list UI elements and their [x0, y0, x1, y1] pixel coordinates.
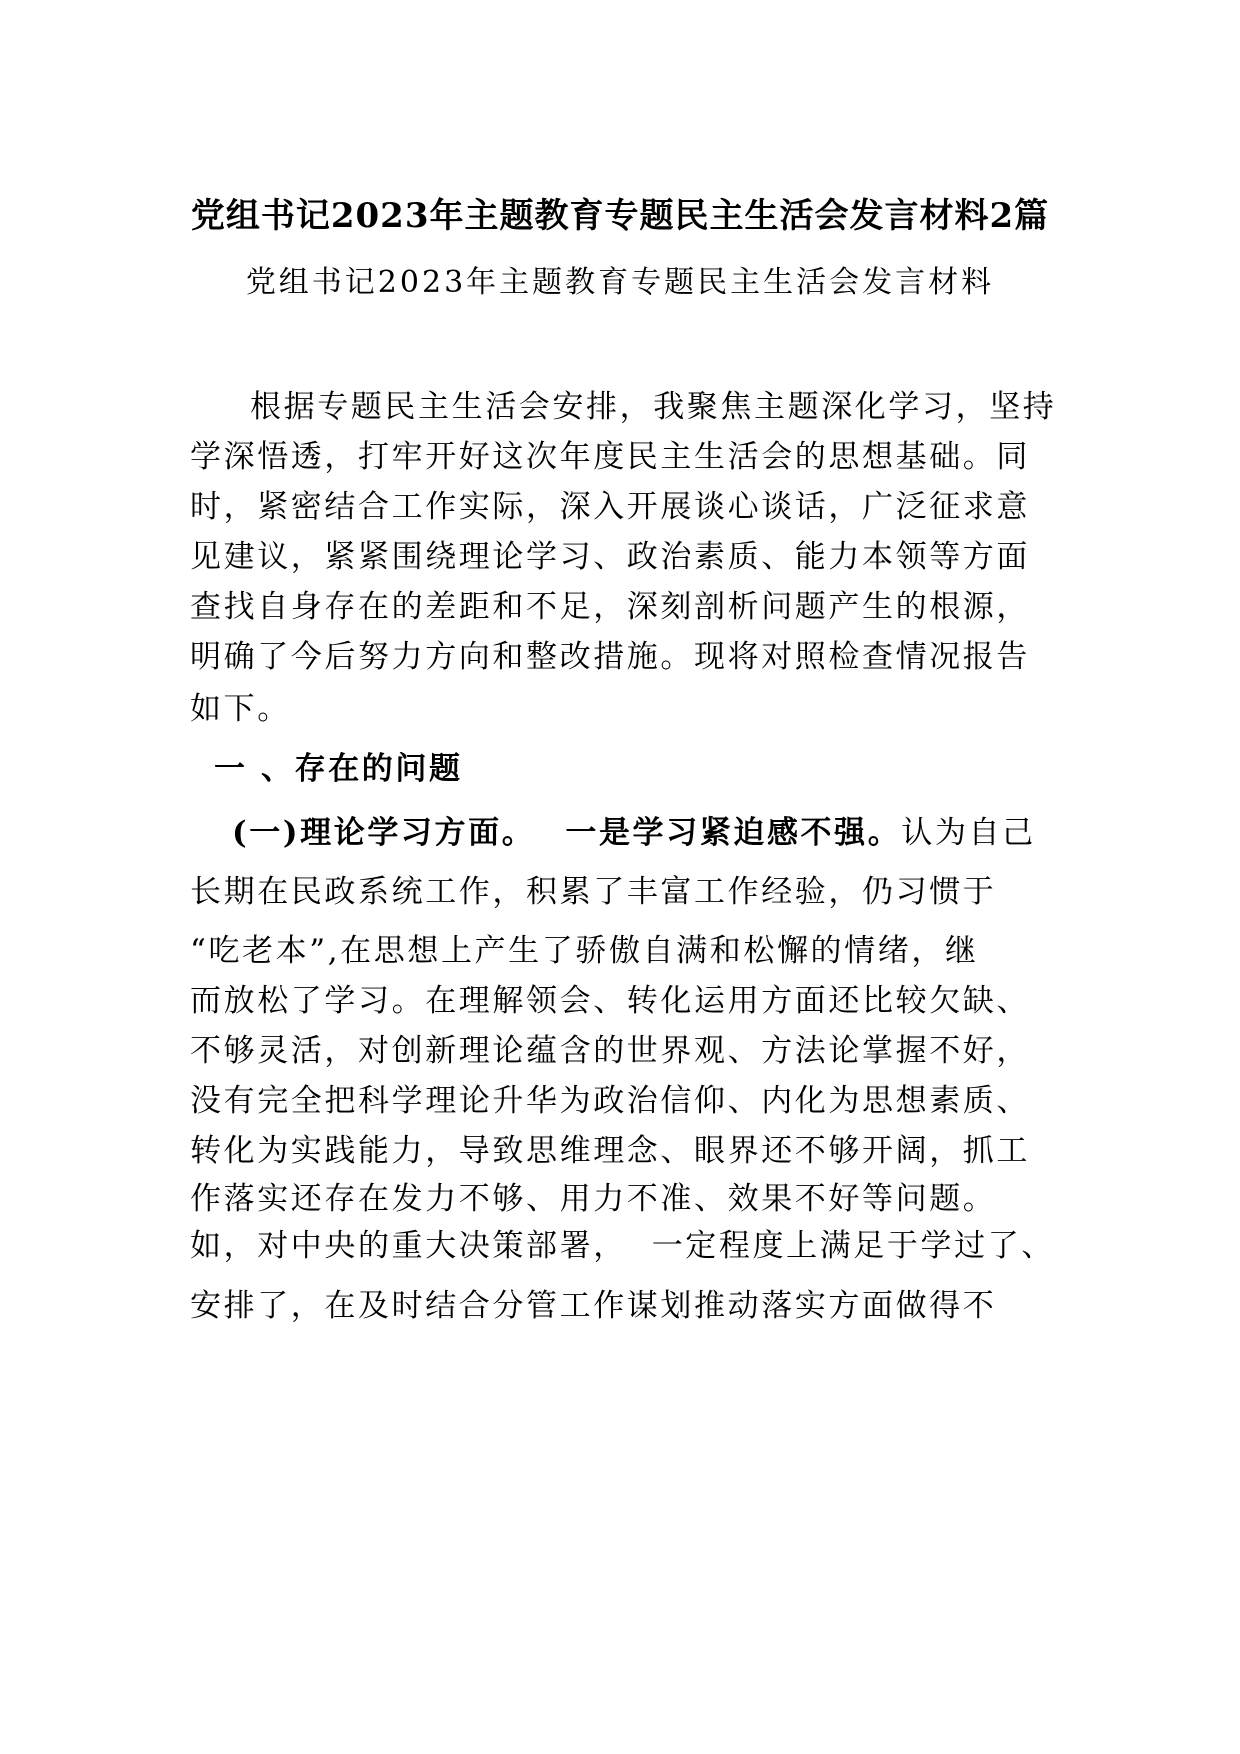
paragraph-line: 如下。	[190, 691, 291, 727]
paragraph-line: 不够灵活，对创新理论蕴含的世界观、方法论掌握不好，	[190, 1033, 1030, 1069]
subsection-point: 一是学习紧迫感不强。	[565, 815, 902, 851]
paragraph-line: “吃老本”,在思想上产生了骄傲自满和松懈的情绪，继	[190, 933, 979, 969]
paragraph-line: 安排了，在及时结合分管工作谋划推动落实方面做得不	[190, 1288, 997, 1324]
subsection-line	[232, 813, 1036, 853]
section-heading: 一 、存在的问题	[214, 751, 463, 787]
paragraph-line: 转化为实践能力，导致思维理念、眼界还不够开阔，抓工	[190, 1133, 1030, 1169]
paragraph-line: 时，紧密结合工作实际，深入开展谈心谈话，广泛征求意	[190, 489, 1030, 525]
paragraph-line: 查找自身存在的差距和不足，深刻剖析问题产生的根源，	[190, 589, 1030, 625]
subsection-label: (一)理论学习方面。	[232, 815, 536, 851]
paragraph-line: 明确了今后努力方向和整改措施。现将对照检查情况报告	[190, 639, 1030, 675]
paragraph-line: 没有完全把科学理论升华为政治信仰、内化为思想素质、	[190, 1083, 1030, 1119]
paragraph-line: 学深悟透，打牢开好这次年度民主生活会的思想基础。同	[190, 439, 1030, 475]
paragraph-line: 见建议，紧紧围绕理论学习、政治素质、能力本领等方面	[190, 539, 1030, 575]
paragraph-line: 根据专题民主生活会安排，我聚焦主题深化学习，坚持	[250, 389, 1057, 425]
document-title: 党组书记2023年主题教育专题民主生活会发言材料2篇	[190, 196, 1050, 236]
paragraph-line: 如，对中央的重大决策部署， 一定程度上满足于学过了、	[190, 1228, 1055, 1264]
paragraph-line: 而放松了学习。在理解领会、转化运用方面还比较欠缺、	[190, 983, 1030, 1019]
subsection-text: 认为自己	[901, 815, 1036, 851]
paragraph-line: 长期在民政系统工作，积累了丰富工作经验，仍习惯于	[190, 874, 997, 910]
paragraph-line: 作落实还存在发力不够、用力不准、效果不好等问题。	[190, 1181, 997, 1217]
document-subtitle: 党组书记2023年主题教育专题民主生活会发言材料	[245, 265, 995, 300]
